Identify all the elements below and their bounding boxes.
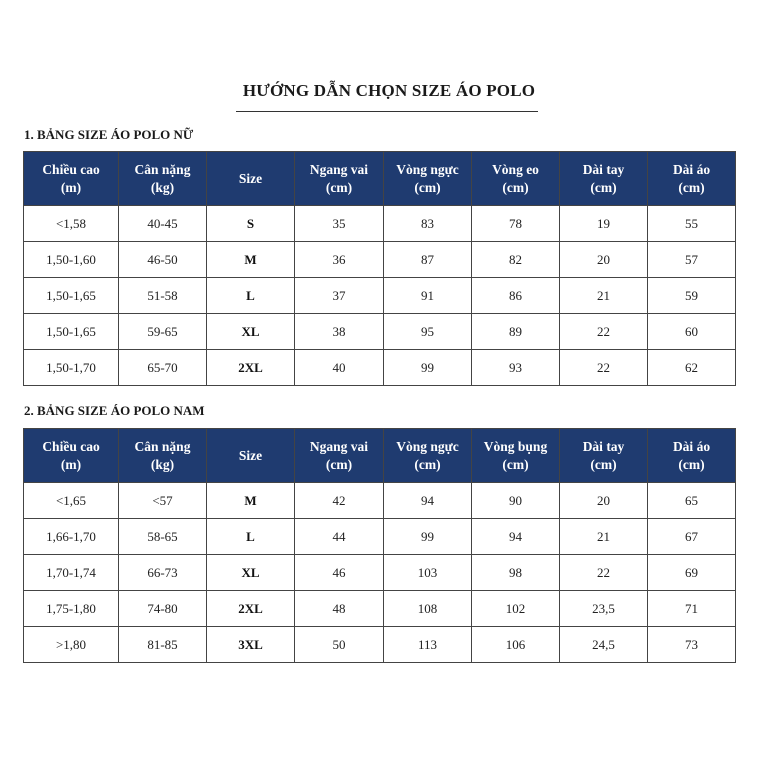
header-cell xyxy=(384,429,472,483)
table-cell: 46-50 xyxy=(119,242,207,278)
header-text: Vòng ngực xyxy=(396,438,459,454)
table-cell: 21 xyxy=(560,519,648,555)
header-cell xyxy=(207,152,295,206)
table-cell: 59-65 xyxy=(119,314,207,350)
table-cell: >1,80 xyxy=(24,627,119,663)
header-cell xyxy=(24,152,119,206)
table-row xyxy=(24,278,736,314)
size-cell: XL xyxy=(207,555,295,591)
table-row xyxy=(24,206,736,242)
table-cell: 57 xyxy=(648,242,736,278)
table-cell: 65-70 xyxy=(119,350,207,386)
header-text: (m) xyxy=(60,179,82,195)
header-text: Dài áo xyxy=(672,438,711,454)
table-cell: 20 xyxy=(560,483,648,519)
table-cell: 95 xyxy=(384,314,472,350)
table-cell: 50 xyxy=(295,627,384,663)
table-cell: 83 xyxy=(384,206,472,242)
header-text: (cm) xyxy=(414,456,441,472)
table-cell: 19 xyxy=(560,206,648,242)
table-cell: 1,66-1,70 xyxy=(24,519,119,555)
header-text: Dài tay xyxy=(582,438,625,454)
size-cell: 3XL xyxy=(207,627,295,663)
table-cell: 93 xyxy=(472,350,560,386)
table-cell: 20 xyxy=(560,242,648,278)
header-text: (kg) xyxy=(150,179,175,195)
table-cell: 87 xyxy=(384,242,472,278)
table-cell: 37 xyxy=(295,278,384,314)
table-cell: 82 xyxy=(472,242,560,278)
table-cell: 40-45 xyxy=(119,206,207,242)
header-text: (cm) xyxy=(590,179,617,195)
table-cell: 108 xyxy=(384,591,472,627)
table-cell: 66-73 xyxy=(119,555,207,591)
table-cell: 81-85 xyxy=(119,627,207,663)
header-text: Ngang vai xyxy=(309,438,369,454)
header-cell xyxy=(24,429,119,483)
size-cell: L xyxy=(207,519,295,555)
header-text: (m) xyxy=(60,456,82,472)
header-text: (cm) xyxy=(502,179,529,195)
table-cell: 71 xyxy=(648,591,736,627)
header-text: (cm) xyxy=(678,179,705,195)
header-text: (cm) xyxy=(678,456,705,472)
size-table-men xyxy=(23,428,736,663)
table-cell: 1,50-1,65 xyxy=(24,314,119,350)
size-table-women xyxy=(23,151,736,386)
table-cell: 22 xyxy=(560,350,648,386)
header-cell xyxy=(648,429,736,483)
header-text: Chiều cao xyxy=(42,161,100,177)
table-row xyxy=(24,627,736,663)
table-cell: 59 xyxy=(648,278,736,314)
size-cell: M xyxy=(207,242,295,278)
table-cell: 99 xyxy=(384,350,472,386)
table-cell: 106 xyxy=(472,627,560,663)
header-text: (cm) xyxy=(414,179,441,195)
header-text: Dài tay xyxy=(582,161,625,177)
table-cell: 22 xyxy=(560,555,648,591)
table-header xyxy=(24,152,736,206)
table-cell: 102 xyxy=(472,591,560,627)
table-cell: 1,50-1,70 xyxy=(24,350,119,386)
table-cell: 98 xyxy=(472,555,560,591)
table-cell: 113 xyxy=(384,627,472,663)
table-cell: 42 xyxy=(295,483,384,519)
table-body xyxy=(24,206,736,386)
table-cell: 58-65 xyxy=(119,519,207,555)
header-cell xyxy=(207,429,295,483)
table-row xyxy=(24,519,736,555)
table-cell: 40 xyxy=(295,350,384,386)
header-text: Dài áo xyxy=(672,161,711,177)
size-cell: 2XL xyxy=(207,350,295,386)
table-row xyxy=(24,483,736,519)
table-cell: 24,5 xyxy=(560,627,648,663)
header-row xyxy=(24,429,736,483)
header-cell xyxy=(295,429,384,483)
table-cell: 51-58 xyxy=(119,278,207,314)
header-text: Chiều cao xyxy=(42,438,100,454)
table-row xyxy=(24,591,736,627)
size-cell: XL xyxy=(207,314,295,350)
table-cell: 67 xyxy=(648,519,736,555)
header-text: Vòng ngực xyxy=(396,161,459,177)
table-cell: 78 xyxy=(472,206,560,242)
header-text: (cm) xyxy=(325,456,353,472)
table-cell: <57 xyxy=(119,483,207,519)
header-cell xyxy=(560,152,648,206)
header-row xyxy=(24,152,736,206)
table-cell: 38 xyxy=(295,314,384,350)
header-text: Size xyxy=(238,170,263,186)
table-cell: 62 xyxy=(648,350,736,386)
header-text: (cm) xyxy=(502,456,529,472)
table-cell: 99 xyxy=(384,519,472,555)
table-cell: 89 xyxy=(472,314,560,350)
table-cell: <1,65 xyxy=(24,483,119,519)
size-cell: S xyxy=(207,206,295,242)
header-text: (cm) xyxy=(590,456,617,472)
header-cell xyxy=(384,152,472,206)
table-row xyxy=(24,314,736,350)
header-cell xyxy=(119,152,207,206)
table-header xyxy=(24,429,736,483)
table-cell: 1,70-1,74 xyxy=(24,555,119,591)
table-cell: 65 xyxy=(648,483,736,519)
section-label-women: 1. BẢNG SIZE ÁO POLO NỮ xyxy=(24,127,194,142)
header-text: Size xyxy=(238,447,263,463)
table-cell: 44 xyxy=(295,519,384,555)
header-text: Vòng bụng xyxy=(483,438,548,454)
table-cell: 48 xyxy=(295,591,384,627)
table-cell: <1,58 xyxy=(24,206,119,242)
table-cell: 73 xyxy=(648,627,736,663)
header-text: (cm) xyxy=(325,179,353,195)
table-body xyxy=(24,483,736,663)
header-text: Cân nặng xyxy=(134,438,191,454)
header-text: Cân nặng xyxy=(134,161,191,177)
table-cell: 1,50-1,60 xyxy=(24,242,119,278)
table-cell: 69 xyxy=(648,555,736,591)
header-cell xyxy=(119,429,207,483)
table-cell: 35 xyxy=(295,206,384,242)
table-cell: 55 xyxy=(648,206,736,242)
table-row xyxy=(24,555,736,591)
size-cell: L xyxy=(207,278,295,314)
table-cell: 91 xyxy=(384,278,472,314)
title-underline xyxy=(236,111,538,112)
table-cell: 23,5 xyxy=(560,591,648,627)
size-cell: M xyxy=(207,483,295,519)
size-cell: 2XL xyxy=(207,591,295,627)
header-cell xyxy=(295,152,384,206)
table-cell: 36 xyxy=(295,242,384,278)
header-text: (kg) xyxy=(150,456,175,472)
header-cell xyxy=(648,152,736,206)
page-title: HƯỚNG DẪN CHỌN SIZE ÁO POLO xyxy=(242,81,536,100)
table-cell: 86 xyxy=(472,278,560,314)
table-row xyxy=(24,350,736,386)
table-row xyxy=(24,242,736,278)
table-cell: 22 xyxy=(560,314,648,350)
header-cell xyxy=(472,429,560,483)
table-cell: 103 xyxy=(384,555,472,591)
table-cell: 94 xyxy=(472,519,560,555)
section-label-men: 2. BẢNG SIZE ÁO POLO NAM xyxy=(24,403,205,418)
header-cell xyxy=(560,429,648,483)
table-cell: 1,50-1,65 xyxy=(24,278,119,314)
table-cell: 90 xyxy=(472,483,560,519)
table-cell: 1,75-1,80 xyxy=(24,591,119,627)
table-cell: 46 xyxy=(295,555,384,591)
table-cell: 21 xyxy=(560,278,648,314)
header-text: Ngang vai xyxy=(309,161,369,177)
table-cell: 94 xyxy=(384,483,472,519)
header-cell xyxy=(472,152,560,206)
table-cell: 60 xyxy=(648,314,736,350)
table-cell: 74-80 xyxy=(119,591,207,627)
header-text: Vòng eo xyxy=(492,161,539,177)
